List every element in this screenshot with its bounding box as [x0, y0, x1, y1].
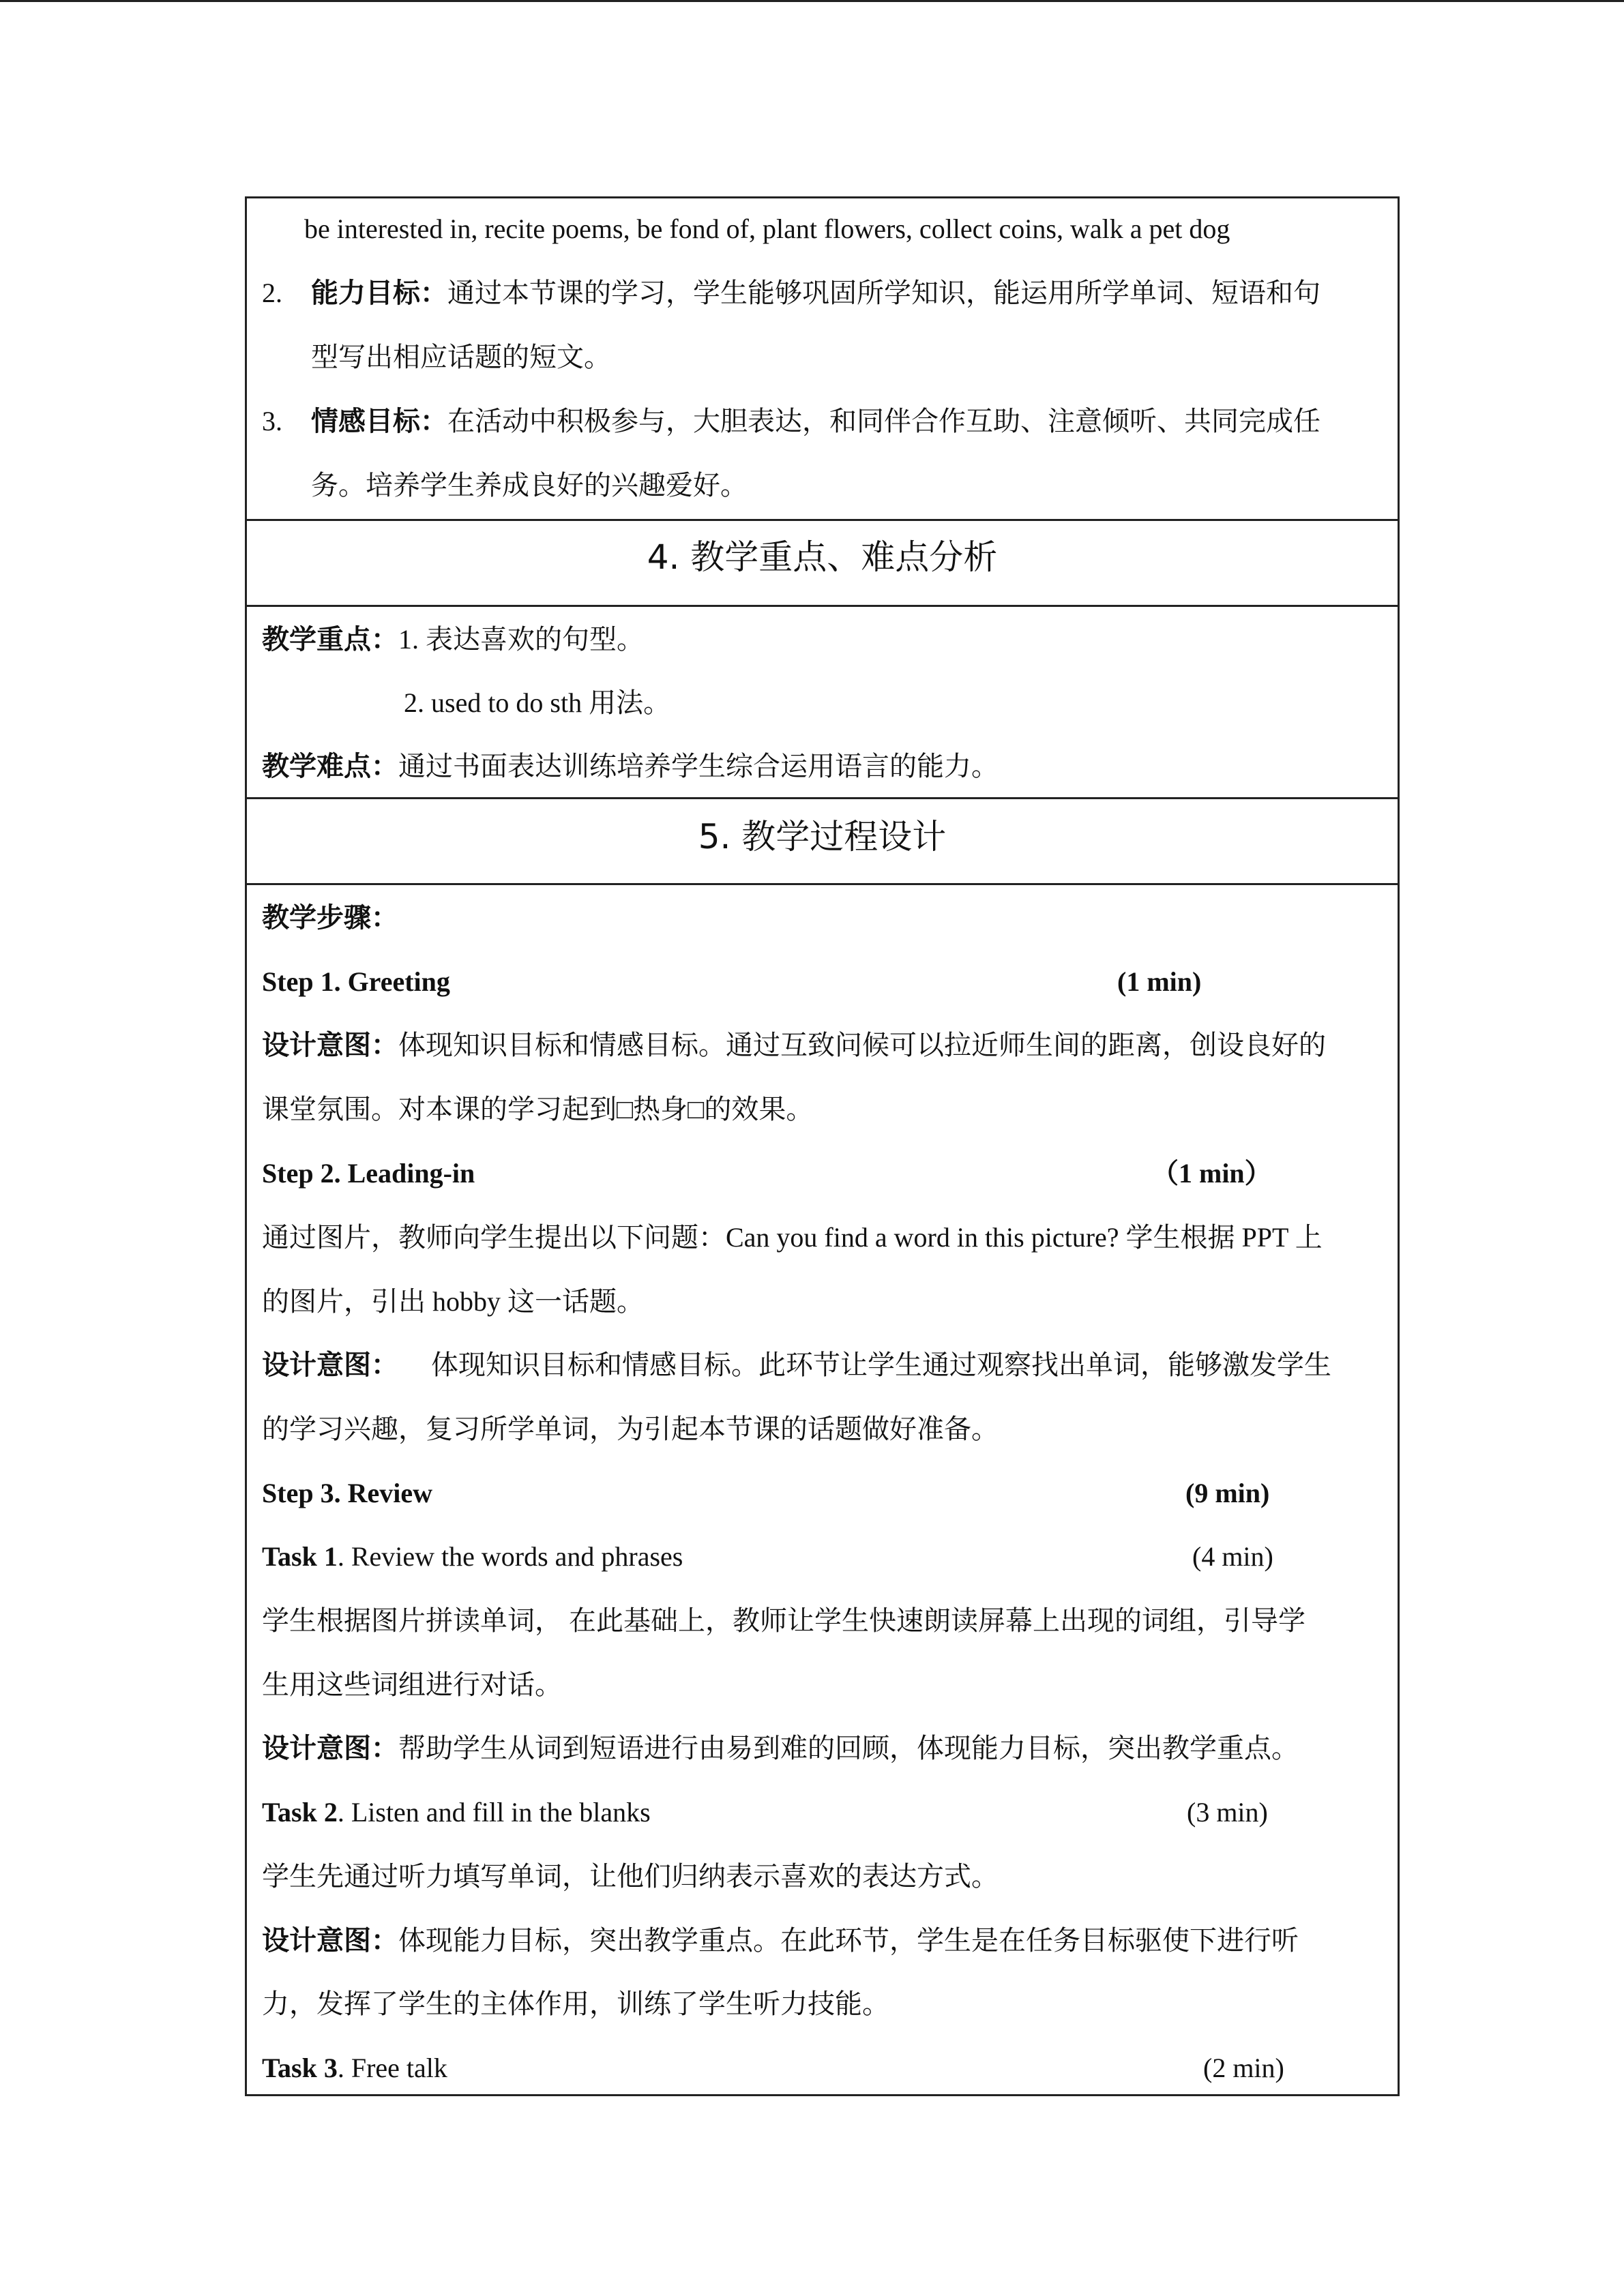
- section4-title: 4. 教学重点、难点分析: [647, 537, 998, 577]
- difficulty-label: 教学难点：: [262, 751, 398, 781]
- task2-design-line2: 力，发挥了学生的主体作用，训练了学生听力技能。: [262, 1988, 889, 2019]
- emotion-objective-line2: 务。培养学生养成良好的兴趣爱好。: [311, 470, 748, 501]
- task3-time: (2 min): [1203, 2053, 1284, 2083]
- key-point-1: 1. 表达喜欢的句型。: [398, 624, 644, 655]
- task2-text: 学生先通过听力填写单词，让他们归纳表示喜欢的表达方式。: [262, 1861, 999, 1892]
- step2-time: （1 min）: [1151, 1158, 1272, 1189]
- task-label: Task 1: [262, 1541, 338, 1572]
- step2-text-line1: 通过图片，教师向学生提出以下问题：Can you find a word in this picture? 学生根据 PPT 上: [262, 1222, 1323, 1253]
- task-title: . Listen and fill in the blanks: [337, 1797, 651, 1828]
- ability-objective-line1: [262, 277, 1320, 310]
- step3-title: Step 3. Review: [262, 1478, 432, 1508]
- design-intent-text: 体现能力目标，突出教学重点。在此环节，学生是在任务目标驱使下进行听: [398, 1925, 1299, 1956]
- task-title: . Free talk: [337, 2053, 447, 2083]
- design-intent-label: 设计意图：: [262, 1733, 398, 1763]
- key-points-line1: [262, 623, 644, 656]
- design-intent-label: 设计意图：: [262, 1030, 398, 1060]
- difficulty-text: 通过书面表达训练培养学生综合运用语言的能力。: [398, 751, 999, 781]
- task-label: Task 3: [262, 2053, 338, 2083]
- row-divider: [247, 519, 1398, 521]
- task2-title: [262, 1796, 651, 1829]
- task-label: Task 2: [262, 1797, 338, 1828]
- design-intent-text: 体现知识目标和情感目标。此环节让学生通过观察找出单词，能够激发学生: [431, 1350, 1331, 1380]
- steps-label: 教学步骤：: [262, 902, 398, 933]
- task-title: . Review the words and phrases: [337, 1541, 683, 1572]
- row-divider: [247, 605, 1398, 607]
- step2-design-line1: [262, 1349, 1331, 1382]
- design-intent-label: 设计意图：: [262, 1350, 398, 1380]
- step2-text-line2: 的图片，引出 hobby 这一话题。: [262, 1286, 644, 1317]
- difficulty-line: [262, 750, 999, 783]
- task2-design-line1: [262, 1924, 1299, 1957]
- step2-title: Step 2. Leading-in: [262, 1158, 475, 1189]
- step1-title: Step 1. Greeting: [262, 966, 450, 997]
- step1-time: (1 min): [1117, 966, 1202, 997]
- task1-title: [262, 1540, 683, 1573]
- ability-objective-text: 通过本节课的学习，学生能够巩固所学知识，能运用所学单词、短语和句: [447, 278, 1320, 308]
- design-intent-text: 帮助学生从词到短语进行由易到难的回顾，体现能力目标，突出教学重点。: [398, 1733, 1299, 1763]
- step1-design-line2: 课堂氛围。对本课的学习起到□热身□的效果。: [262, 1094, 814, 1124]
- step1-design-line1: [262, 1029, 1326, 1062]
- list-number: 3.: [262, 406, 282, 436]
- step3-time: (9 min): [1185, 1478, 1270, 1508]
- task1-text-line2: 生用这些词组进行对话。: [262, 1669, 562, 1700]
- section5-title: 5. 教学过程设计: [698, 817, 947, 856]
- knowledge-objective-phrases: be interested in, recite poems, be fond of, plant flowers, collect coins, walk a pet dog: [304, 213, 1230, 244]
- lesson-plan-table: [245, 196, 1400, 2096]
- emotion-objective-text: 在活动中积极参与，大胆表达，和同伴合作互助、注意倾听、共同完成任: [447, 406, 1320, 436]
- emotion-objective-label: 情感目标：: [311, 406, 447, 436]
- list-number: 2.: [262, 278, 282, 308]
- task1-text-line1: 学生根据图片拼读单词， 在此基础上，教师让学生快速朗读屏幕上出现的词组，引导学: [262, 1605, 1305, 1636]
- row-divider: [247, 883, 1398, 885]
- task1-design-line: [262, 1732, 1299, 1765]
- design-intent-label: 设计意图：: [262, 1925, 398, 1956]
- task2-time: (3 min): [1187, 1797, 1268, 1828]
- emotion-objective-line1: [262, 405, 1320, 438]
- ability-objective-line2: 型写出相应话题的短文。: [311, 342, 611, 372]
- task3-title: [262, 2052, 447, 2085]
- page-top-border: [0, 0, 1624, 2]
- step2-design-line2: 的学习兴趣，复习所学单词，为引起本节课的话题做好准备。: [262, 1414, 999, 1444]
- ability-objective-label: 能力目标：: [311, 278, 447, 308]
- design-intent-text: 体现知识目标和情感目标。通过互致问候可以拉近师生间的距离，创设良好的: [398, 1030, 1326, 1060]
- row-divider: [247, 797, 1398, 799]
- key-point-2: 2. used to do sth 用法。: [404, 687, 671, 718]
- task1-time: (4 min): [1192, 1541, 1273, 1572]
- key-points-label: 教学重点：: [262, 624, 398, 655]
